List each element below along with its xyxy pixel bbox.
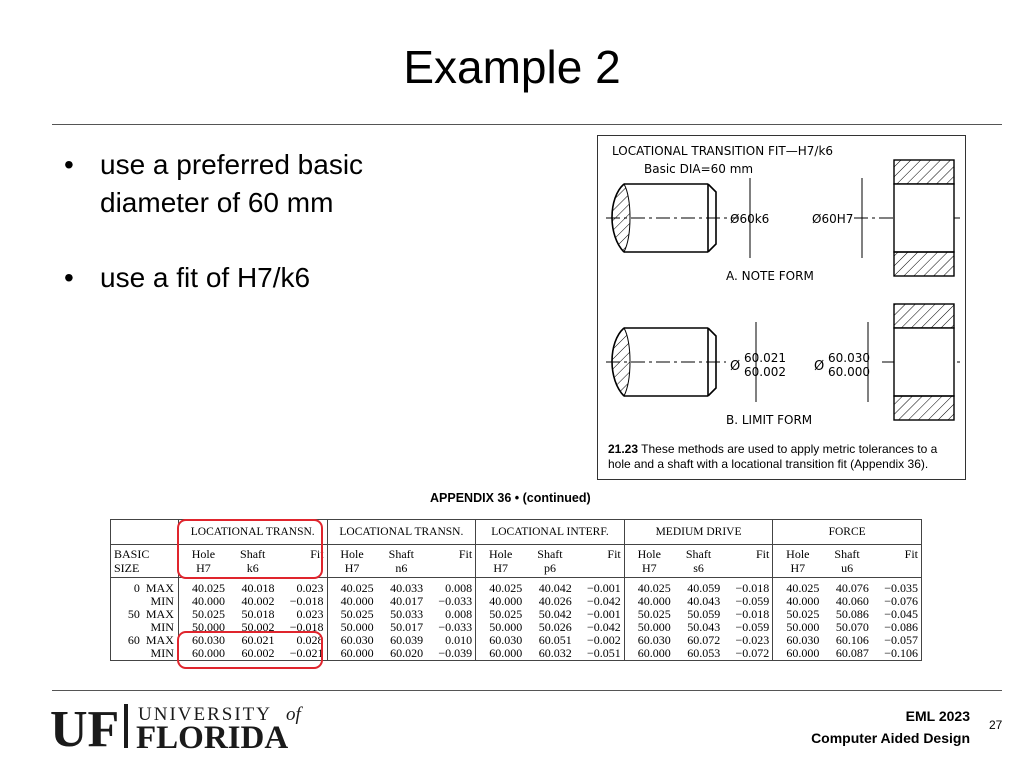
value-cell: 40.025 [624,582,674,595]
value-cell: 50.017 [390,620,424,634]
group-header: LOCATIONAL TRANSN. [327,520,476,545]
value-cell: 60.021 [241,633,275,647]
value-cell: 50.018 [241,607,275,621]
group-header: LOCATIONAL INTERF. [476,520,625,545]
value-cell: −0.072 [735,646,770,660]
caption-number: 21.23 [608,442,639,456]
logo-of: of [286,704,301,725]
value-cell: 50.000 [178,621,228,634]
size-cell: 60 MAX [127,633,174,647]
logo-university: UNIVERSITY [138,704,272,725]
note-hole-label: Ø60H7 [812,212,854,226]
fit-subheader: Fit [755,547,770,561]
fit-subheader: Fit [607,547,621,561]
value-cell: 0.008 [445,607,473,621]
value-cell: 60.053 [687,646,721,660]
value-cell: 60.020 [390,646,424,660]
bullet-list [62,146,462,334]
value-cell: 60.000 [773,647,823,661]
value-cell: 40.002 [241,594,275,608]
hole-a [894,160,954,276]
shaft-subheader: Shaft u6 [834,547,860,575]
group-header: LOCATIONAL TRANSN. [178,520,327,545]
value-cell: 60.106 [835,633,869,647]
value-cell: 50.086 [835,607,869,621]
value-cell: −0.033 [438,620,473,634]
value-cell: −0.001 [586,607,621,621]
value-cell: 0.023 [296,581,324,595]
size-cell: 0 MAX [133,581,174,595]
value-cell: 60.030 [178,634,228,647]
shaft-subheader: Shaft k6 [240,547,266,575]
value-cell: 50.000 [476,621,526,634]
value-cell: 40.025 [476,582,526,595]
course-name: Computer Aided Design [811,730,970,746]
fit-figure [597,135,966,480]
top-divider [52,124,1002,125]
value-cell: 40.026 [538,594,572,608]
value-cell: −0.076 [884,594,918,608]
value-cell: 60.030 [327,634,377,647]
value-cell: 50.025 [624,608,674,621]
value-cell: 40.018 [241,581,275,595]
value-cell: 40.033 [390,581,424,595]
caption-text: These methods are used to apply metric tolerances to a hole and a shaft with a locational transition fit (Appendix 36). [608,442,938,471]
value-cell: −0.059 [735,594,770,608]
limit-form-label: B. LIMIT FORM [726,413,813,427]
value-cell: −0.106 [884,646,918,660]
slide-title: Example 2 [403,41,621,93]
value-cell: 50.033 [390,607,424,621]
value-cell: 50.025 [327,608,377,621]
value-cell: 40.059 [687,581,721,595]
basic-dia-label: Basic DIA=60 mm [644,162,754,176]
course-info [811,705,970,749]
size-cell: 50 MAX [127,607,174,621]
value-cell: −0.057 [884,633,918,647]
value-cell: 40.025 [773,582,823,595]
value-cell: 60.032 [538,646,572,660]
size-cell: MIN [150,620,174,634]
limit-hole-lower: 60.000 [828,365,870,379]
value-cell: 40.042 [538,581,572,595]
hole-subheader: Hole H7 [476,545,526,578]
group-header: MEDIUM DRIVE [624,520,773,545]
fit-subheader: Fit [458,547,473,561]
value-cell: −0.042 [586,620,621,634]
value-cell: 60.030 [476,634,526,647]
limit-hole-upper: 60.030 [828,351,870,365]
dia-symbol: Ø [730,359,741,374]
value-cell: 40.025 [178,582,228,595]
value-cell: 60.072 [687,633,721,647]
dia-symbol: Ø [814,359,825,374]
value-cell: 50.025 [178,608,228,621]
value-cell: 50.042 [538,607,572,621]
value-cell: 60.000 [178,647,228,661]
value-cell: 50.000 [624,621,674,634]
value-cell: −0.002 [586,633,621,647]
value-cell: −0.051 [586,646,621,660]
limit-shaft-lower: 60.002 [744,365,786,379]
value-cell: 40.017 [390,594,424,608]
value-cell: −0.033 [438,594,473,608]
value-cell: 60.051 [538,633,572,647]
value-cell: 50.043 [687,620,721,634]
value-cell: 0.023 [296,607,324,621]
value-cell: −0.042 [586,594,621,608]
size-cell: MIN [150,646,174,660]
value-cell: 50.000 [327,621,377,634]
hole-subheader: Hole H7 [327,545,377,578]
hole-b [894,304,954,420]
value-cell: −0.039 [438,646,473,660]
size-cell: MIN [150,594,174,608]
value-cell: 60.002 [241,646,275,660]
page-number: 27 [989,718,1003,732]
value-cell: −0.001 [586,581,621,595]
value-cell: −0.018 [735,581,770,595]
value-cell: −0.023 [735,633,770,647]
value-cell: 0.008 [445,581,473,595]
value-cell: 40.000 [476,595,526,608]
value-cell: 60.039 [390,633,424,647]
value-cell: 60.000 [327,647,377,661]
value-cell: 60.030 [773,634,823,647]
value-cell: 40.000 [327,595,377,608]
value-cell: 40.060 [835,594,869,608]
basic-size-header: BASIC SIZE [114,547,150,575]
group-header: FORCE [773,520,922,545]
value-cell: 40.025 [327,582,377,595]
value-cell: 0.010 [445,633,473,647]
value-cell: −0.035 [884,581,918,595]
value-cell: 50.070 [835,620,869,634]
value-cell: 60.000 [624,647,674,661]
figure-heading: LOCATIONAL TRANSITION FIT—H7/k6 [612,144,834,158]
note-shaft-label: Ø60k6 [730,212,770,226]
value-cell: 50.059 [687,607,721,621]
fit-drawing [598,136,965,436]
value-cell: 50.026 [538,620,572,634]
value-cell: −0.086 [884,620,918,634]
hole-subheader: Hole H7 [178,545,228,578]
corner-cell [111,520,179,545]
bullet-item: • use a fit of H7/k6 [62,259,462,297]
value-cell: 50.025 [773,608,823,621]
logo-divider [124,704,128,748]
figure-caption [608,442,960,472]
note-form-label: A. NOTE FORM [726,269,814,283]
bullet-item: • use a preferred basic diameter of 60 mm [62,146,462,222]
appendix-title: APPENDIX 36 • (continued) [430,491,591,505]
course-code: EML 2023 [905,708,970,724]
highlight-header-box [177,519,323,579]
value-cell: −0.018 [289,594,324,608]
shaft-subheader: Shaft n6 [388,547,415,575]
fit-table [110,519,922,673]
bottom-divider [52,690,1002,691]
fit-subheader: Fit [310,547,324,561]
value-cell: 60.030 [624,634,674,647]
value-cell: 60.087 [835,646,869,660]
logo-florida: FLORIDA [136,720,289,754]
value-cell: −0.018 [735,607,770,621]
shaft-subheader: Shaft p6 [537,547,563,575]
logo-uf: UF [50,701,120,754]
value-cell: 40.043 [687,594,721,608]
limit-shaft-upper: 60.021 [744,351,786,365]
uf-logo [50,698,340,754]
value-cell: 40.000 [178,595,228,608]
fit-subheader: Fit [904,547,918,561]
value-cell: −0.021 [289,646,324,660]
value-cell: 50.000 [773,621,823,634]
value-cell: −0.059 [735,620,770,634]
value-cell: 40.000 [624,595,674,608]
value-cell: 0.028 [296,633,324,647]
value-cell: 40.000 [773,595,823,608]
value-cell: 60.000 [476,647,526,661]
value-cell: 50.002 [241,620,275,634]
shaft-subheader: Shaft s6 [685,547,712,575]
value-cell: 40.076 [835,581,869,595]
hole-subheader: Hole H7 [624,545,674,578]
highlight-60mm-box [177,631,323,669]
value-cell: 50.025 [476,608,526,621]
value-cell: −0.045 [884,607,918,621]
value-cell: −0.018 [289,620,324,634]
hole-subheader: Hole H7 [773,545,823,578]
